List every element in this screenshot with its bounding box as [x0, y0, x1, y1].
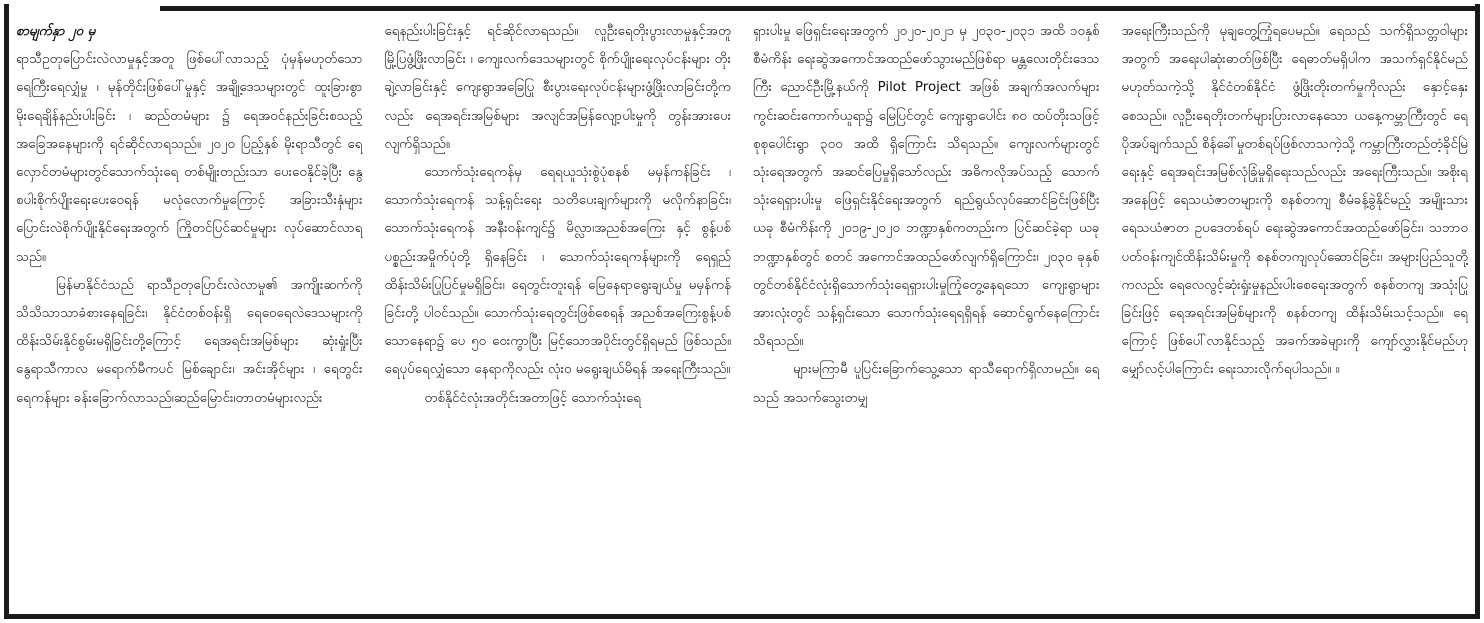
paragraph: ရှားပါးမှု ဖြေရှင်းရေးအတွက် ၂၀၂၀-၂၀၂၁ မှ ၂၀၃၀-၂၀၃၁ အထိ ၁၀နှစ်စီမံကိန်း ရေးဆွဲအကောင်အထည်ဖော်သွားမည်ဖြစ်ရာ မန္တလေးတိုင်းဒေသကြီး ညောင်ဦးမြို့နယ်ကို Pilot Project အဖြစ် အချက်အလက်များ ကွင်းဆင်းကောက်ယူရာ၌ မြေပြင်တွင် ကျေးရွာပေါင်း ၈၀ ထပ်တိုးသဖြင့် စုစုပေါင်းရွာ ၃၀၀ အထိ ရှိကြောင်း သိရသည်။ ကျေးလက်များတွင် သုံးရေအတွက် အဆင်ပြေမှုရှိသော်လည်း အဓိကလိုအပ်သည့် သောက်သုံးရေရှားပါးမှု ဖြေရှင်းနိုင်ရေးအတွက် ရည်ရွယ်လုပ်ဆောင်ခြင်းဖြစ်ပြီး ယခု စီမံကိန်းကို ၂၀၁၉-၂၀၂၀ ဘဏ္ဍာနှစ်ကတည်းက ပြင်ဆင်ခဲ့ရာ ယခုဘဏ္ဍာနှစ်တွင် စတင် အကောင်အထည်ဖော်လျက်ရှိကြောင်း၊ ၂၀၃၀ ခုနှစ်တွင်တစ်နိုင်ငံလုံးရှိသောက်သုံးရေရှားပါးမှုကြုံတွေ့နေရသော ကျေးရွာများအားလုံးတွင် သန့်ရှင်းသော သောက်သုံးရေရရှိရန် ဆောင်ရွက်နေကြောင်း သိရသည်။ — [753, 24, 1100, 350]
paragraph: ရေနည်းပါးခြင်းနှင့် ရင်ဆိုင်လာရသည်။ လူဦးရေတိုးပွားလာမှုနှင့်အတူ မြို့ပြဖွံ့ဖြိုးလာခြင်း ၊ ကျေးလက်ဒေသများတွင် စိုက်ပျိုးရေးလုပ်ငန်းများ တိုးချဲ့လာခြင်းနှင့် ကျေးရွာအခြေပြု စီးပွားရေးလုပ်ငန်းများဖွံ့ဖြိုးလာခြင်းတို့ကလည်း ရေအရင်းအမြစ်များ အလျင်အမြန်လျော့ပါးမှုကို တွန်းအားပေးလျက်ရှိသည်။ — [384, 24, 731, 152]
dateline: စာမျက်နှာ ၂၀ မှ — [16, 24, 96, 39]
paragraph: သောက်သုံးရေကန်မှ ရေရယူသုံးစွဲပုံစနစ် မမှန်ကန်ခြင်း ၊ သောက်သုံးရေကန် သန့်ရှင်းရေး သတိပေးချက်များကို မလိုက်နာခြင်း၊ သောက်သုံးရေကန် အနီးဝန်းကျင်၌ မိလ္လာ၊အညစ်အကြေး နှင့် စွန့်ပစ်ပစ္စည်းအမှိုက်ပုံတို့ ရှိနေခြင်း ၊ သောက်သုံးရေကန်များကို ရေရှည်ထိန်းသိမ်းပြုပြင်မှုမရှိခြင်း၊ ရေတွင်းတူးရန် မြေနေရာရွေးချယ်မှု မမှန်ကန်ခြင်းတို့ ပါဝင်သည်။ သောက်သုံးရေတွင်းဖြစ်စေရန် အညစ်အကြေးစွန့်ပစ်သောနေရာ၌ ပေ ၅၀ ဝေးကွာပြီး မြင့်သောအပိုင်းတွင်ရှိရမည် ဖြစ်သည်။ ရေပုပ်ရေလျှံသော နေရာကိုလည်း လုံးဝ မရွေးချယ်မိရန် အရေးကြီးသည်။ — [384, 165, 731, 378]
column-3 — [753, 18, 1100, 608]
paragraph: အရေးကြီးသည်ကို မုချတွေ့ကြုံရပေမည်။ ရေသည် သက်ရှိသတ္တဝါများအတွက် အရေးပါဆုံးဓာတ်ဖြစ်ပြီး ရေဓာတ်မရှိပါက အသက်ရှင်နိုင်မည်မဟုတ်သကဲ့သို့ နိုင်ငံတစ်နိုင်ငံ ဖွံ့ဖြိုးတိုးတက်မှုကိုလည်း နှောင့်နှေးစေသည်။ လူဦးရေတိုးတက်များပြားလာနေသော ယနေ့ကမ္ဘာကြီးတွင် ရေပိုအပ်ချက်သည် စိန်ခေါ်မှုတစ်ရပ်ဖြစ်လာသကဲ့သို့ ကမ္ဘာကြီးတည်တံ့ခိုင်မြဲရေးနှင့် ရေအရင်းအမြစ်လုံခြုံမှုရှိရေးသည်လည်း အရေးကြီးသည်။ အစိုးရအနေဖြင့် ရေသယံဇာတများကို စနစ်တကျ စီမံခန့်ခွဲနိုင်မည့် အမျိုးသားရေသယံဇာတ ဥပဒေတစ်ရပ် ရေးဆွဲအကောင်အထည်ဖော်ခြင်း၊ သဘာဝပတ်ဝန်းကျင်ထိန်းသိမ်းမှုကို စနစ်တကျလုပ်ဆောင်ခြင်း၊ အများပြည်သူတို့ကလည်း ရေလေလွင့်ဆုံးရှုံးမှုနည်းပါးစေရေးအတွက် စနစ်တကျ အသုံးပြုခြင်းဖြင့် ရေအရင်းအမြစ်များကို စနစ်တကျ ထိန်းသိမ်းသင့်သည်။ ရေကြောင့် ဖြစ်ပေါ်လာနိုင်သည့် အခက်အခဲများကို ကျော်လွှားနိုင်မည်ဟု မျှော်လင့်ပါကြောင်း ရေးသားလိုက်ရပါသည်။ ။ — [1121, 24, 1468, 378]
column-2 — [385, 18, 732, 608]
paragraph: များမကြာမီ ပူပြင်းခြောက်သွေ့သော ရာသီရောက်ရှိလာမည်။ ရေသည် အသက်သွေးတမျှ — [753, 362, 1100, 406]
paragraph: မြန်မာနိုင်ငံသည် ရာသီဥတုပြောင်းလဲလာမှု၏ အကျိုးဆက်ကို သိသိသာသာခံစားနေရခြင်း၊ နိုင်ငံတစ်ဝန်းရှိ ရေဝေရေလဲဒေသများကို ထိန်းသိမ်းနိုင်စွမ်းမရှိခြင်းတို့ကြောင့် ရေအရင်းအမြစ်များ ဆုံးရှုံးပြီး နွေရာသီကာလ မရောက်မီကပင် မြစ်ချောင်း၊ အင်းအိုင်များ ၊ ရေတွင်းရေကန်များ ခန်းခြောက်လာသည်၊ဆည်မြောင်း၊တာတမံများလည်း — [16, 277, 363, 406]
column-4 — [1122, 18, 1469, 608]
column-1 — [16, 18, 363, 608]
paragraph: ရာသီဥတုပြောင်းလဲလာမှုနှင့်အတူ ဖြစ်ပေါ်လာသည့် ပုံမှန်မဟုတ်သော ရေကြီးရေလျှံမှု ၊ မုန်တိုင်းဖြစ်ပေါ်မှုနှင့် အချို့ဒေသများတွင် ထူးခြားစွာ မိုးရေချိန်နည်းပါးခြင်း ၊ ဆည်တမံများ ၌ ရေအဝင်နည်းခြင်းစသည့်အခြေအနေများကို ရင်ဆိုင်လာရသည်။ ၂၀၂၀ ပြည့်နှစ် မိုးရာသီတွင် ရေလှောင်တမံများတွင်သောက်သုံးရေ တစ်မျိုးတည်းသာ ပေးဝေနိုင်ခဲ့ပြီး နွေစပါးစိုက်ပျိုးရေးပေးဝေရန် မလုံလောက်မှုကြောင့် အခြားသီးနှံများ ပြောင်းလဲစိုက်ပျိုးနိုင်ရေးအတွက် ကြိုတင်ပြင်ဆင်မှုများ လုပ်ဆောင်လာရသည်။ — [16, 52, 363, 265]
paragraph: တစ်နိုင်ငံလုံးအတိုင်းအတာဖြင့် သောက်သုံးရေ — [424, 390, 641, 406]
article-columns — [16, 18, 1468, 608]
top-rule — [160, 6, 1478, 11]
